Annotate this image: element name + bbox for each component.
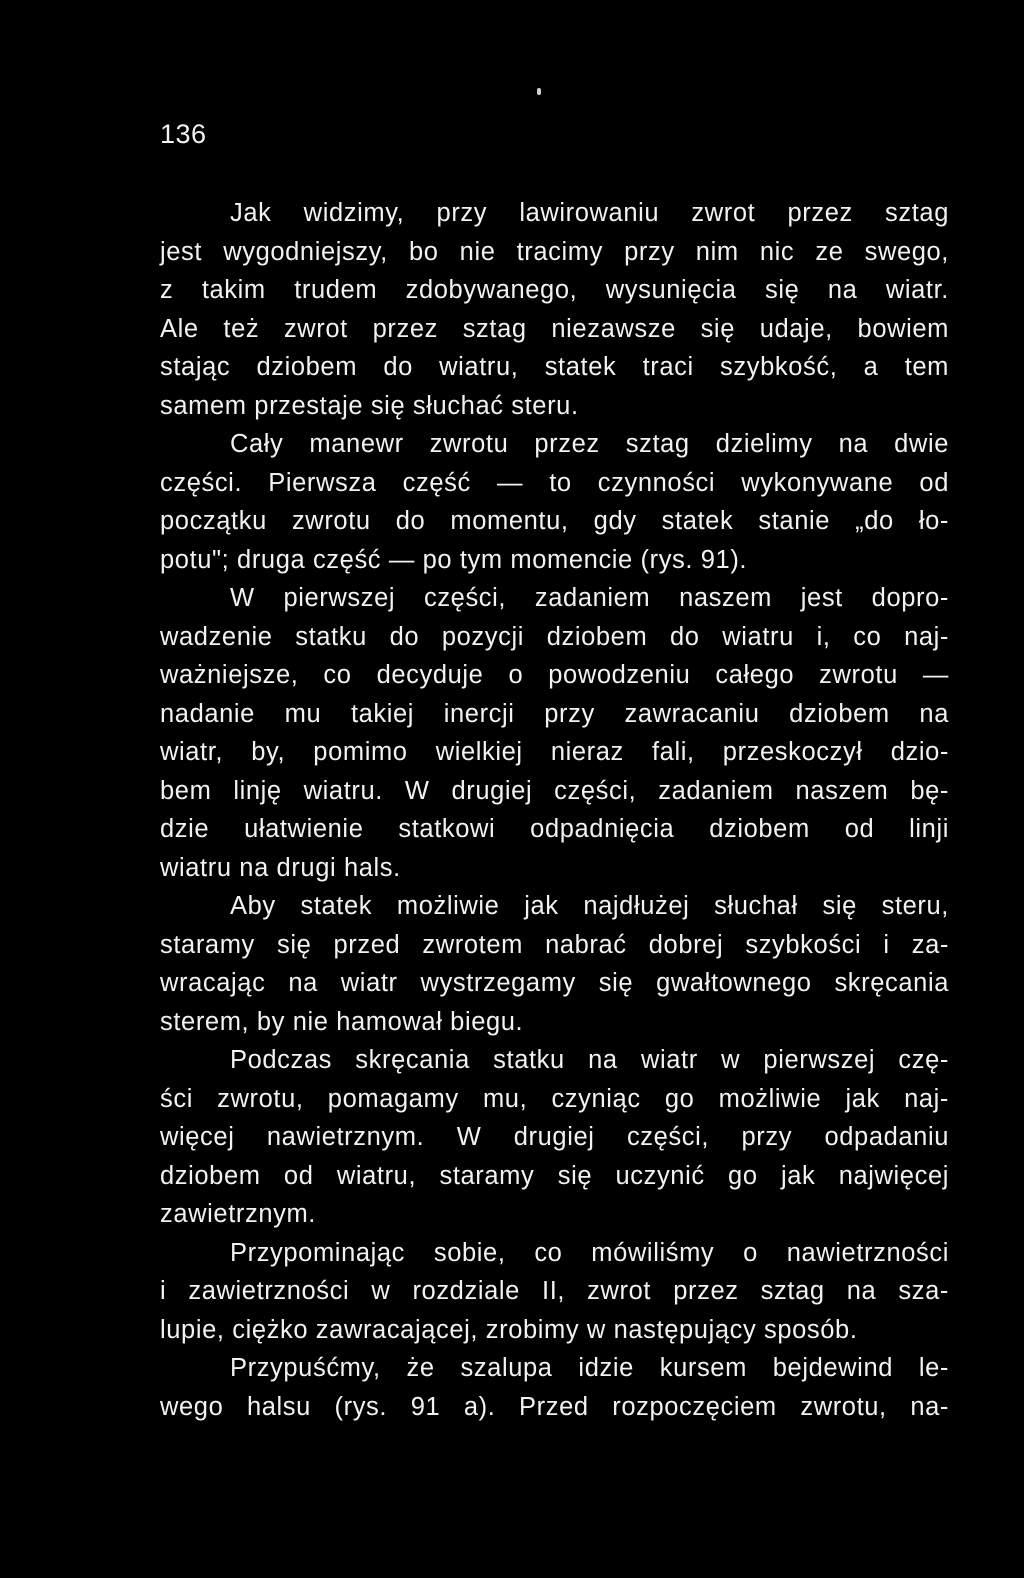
text-line: Cały manewr zwrotu przez sztag dzielimy na dwie [230,430,949,458]
text-line: zawietrznym. [160,1200,316,1228]
text-line: Ale też zwrot przez sztag niezawsze się udaje, bowiem [160,314,949,343]
text-line: staramy się przed zwrotem nabrać dobrej szybkości i za- [160,930,949,959]
text-line: ważniejsze, co decyduje o powodzeniu całego zwrotu — [160,661,949,689]
text-line: wego halsu (rys. 91 a). Przed rozpoczęciem zwrotu, na- [160,1392,949,1421]
text-line: samem przestaje się słuchać steru. [160,391,579,420]
text-line: więcej nawietrznym. W drugiej części, przy odpadaniu [160,1123,949,1151]
text-line: sterem, by nie hamował biegu. [160,1007,524,1036]
page-number: 136 [160,119,207,149]
body-text [160,194,949,1426]
text-line: wiatru na drugi hals. [160,853,401,882]
text-line: części. Pierwsza część — to czynności wykonywane od [160,468,949,497]
text-line: Podczas skręcania statku na wiatr w pierwszej czę- [230,1046,949,1074]
text-line: Aby statek możliwie jak najdłużej słuchał się steru, [230,892,949,920]
text-line: Przypuśćmy, że szalupa idzie kursem bejdewind le- [230,1354,949,1382]
text-line: lupie, ciężko zawracającej, zrobimy w następujący sposób. [160,1315,858,1344]
text-line: potu"; druga część — po tym momencie (rys. 91). [160,545,748,574]
text-line: wracając na wiatr wystrzegamy się gwałtownego skręcania [160,969,949,997]
text-line: z takim trudem zdobywanego, wysunięcia się na wiatr. [160,276,949,304]
text-line: ści zwrotu, pomagamy mu, czyniąc go możliwie jak naj- [160,1084,949,1113]
text-line: dzie ułatwienie statkowi odpadnięcia dziobem od linji [160,815,949,843]
text-line: stając dziobem do wiatru, statek traci szybkość, a tem [160,353,949,381]
text-line: jest wygodniejszy, bo nie tracimy przy nim nic ze swego, [160,237,949,266]
text-line: Jak widzimy, przy lawirowaniu zwrot przez sztag [230,199,949,227]
text-line: wiatr, by, pomimo wielkiej nieraz fali, przeskoczył dzio- [160,738,949,766]
text-line: dziobem od wiatru, staramy się uczynić go jak najwięcej [160,1161,949,1190]
print-speck [537,88,541,95]
text-line: bem linję wiatru. W drugiej części, zadaniem naszem bę- [160,776,949,805]
text-line: Przypominając sobie, co mówiliśmy o nawietrzności [230,1238,949,1267]
text-line: nadanie mu takiej inercji przy zawracaniu dziobem na [160,699,949,728]
text-line: wadzenie statku do pozycji dziobem do wiatru i, co naj- [160,622,949,651]
text-line: i zawietrzności w rozdziale II, zwrot przez sztag na sza- [160,1277,949,1305]
text-line: początku zwrotu do momentu, gdy statek stanie „do ło- [160,507,949,535]
text-line: W pierwszej części, zadaniem naszem jest dopro- [230,584,949,612]
